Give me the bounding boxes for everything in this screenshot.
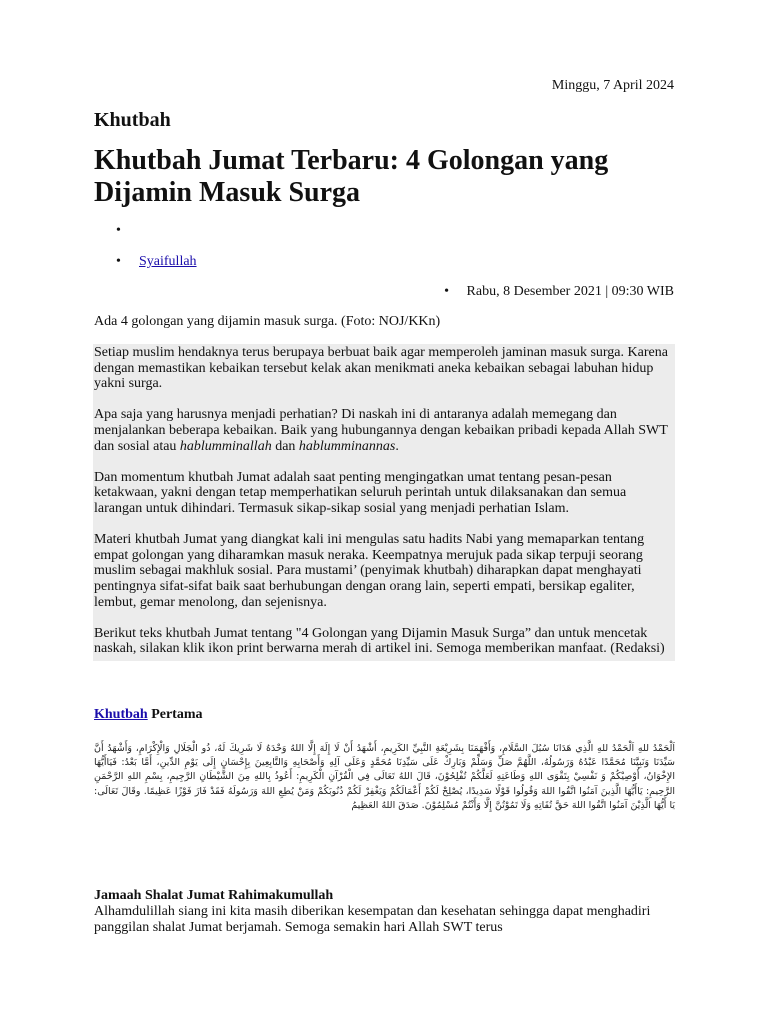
publish-datetime-text: Rabu, 8 Desember 2021 | 09:30 WIB [466,284,674,299]
article-title: Khutbah Jumat Terbaru: 4 Golongan yang Dijamin Masuk Surga [94,145,609,208]
author-list [94,254,675,270]
intro-p2-conjunction: dan [271,438,299,454]
author-link[interactable]: Syaifullah [139,254,197,269]
jamaah-paragraph: Alhamdulillah siang ini kita masih diberikan kesempatan dan kesehatan sehingga dapat menghadiri panggilan shalat Jumat berjamah. Semoga semakin hari Allah SWT terus [94,904,651,935]
jamaah-heading: Jamaah Shalat Jumat Rahimakumullah [94,888,334,903]
term-hablumminannas: hablumminannas [298,438,396,454]
khutbah-link[interactable]: Khutbah [94,707,148,722]
author-item [94,254,675,270]
intro-paragraph-2 [94,407,674,454]
intro-paragraph-3: Dan momentum khutbah Jumat adalah saat penting mengingatkan umat tentang pesan-pesan ketakwaan, yakni dengan tetap memperhatikan seluruh perintah untuk dilaksanakan dan semua larangan untuk dihindari. Termasuk sikap-sikap sosial yang menjadi perhatian Islam. [94,469,627,516]
image-caption: Ada 4 golongan yang dijamin masuk surga. (Foto: NOJ/KKn) [94,314,441,329]
intro-box [93,344,675,661]
intro-paragraph-1: Setiap muslim hendaknya terus berupaya berbuat baik agar memperoleh jaminan masuk surga. Karena dengan memastikan kebaikan tersebut kelak akan menikmati aneka kebaikan sebagai labuhan hidup yakni surga. [94,345,668,392]
term-hablumminallah: hablumminallah [179,438,272,454]
article-category: Khutbah [94,109,171,131]
intro-paragraph-4: Materi khutbah Jumat yang diangkat kali ini mengulas satu hadits Nabi yang memaparkan tentang empat golongan yang diharamkan masuk neraka. Keempatnya merujuk pada sikap terpuji seorang muslim sebagai makhluk sosial. Para mustami’ (penyimak khutbah) diharapkan dapat menghayati pentingnya sifat-sifat baik saat berhubungan dengan orang lain, seperti empati, bersikap egaliter, lembut, gemar menolong, dan sejenisnya. [94,532,645,610]
section-heading-rest: Pertama [147,707,203,722]
current-date: Minggu, 7 April 2024 [551,78,674,93]
section-heading [94,707,203,723]
empty-bullet-item [94,223,675,239]
arabic-opening-text: اَلْحَمْدُ للهِ اَلْحَمْدُ للهِ الَّذِي هَدَانَا سُبُلَ السَّلَامِ، وَأَفْهَمَنَا بِشَرِيْعَةِ النَّبِيِّ الكَرِيمِ، أَشْهَدُ أَنْ لَا إِلَهَ إِلَّا اللهُ وَحْدَهُ لَا شَرِيكَ لَهُ، ذُو الْجَلَالِ وَالْإِكْرَامِ، وَأَشْهَدُ أَنَّ سَيِّدَنَا وَنَبِيَّنَا مُحَمَّدًا عَبْدُهُ وَرَسُولُهُ، اللَّهُمَّ صَلِّ وَسَلِّمْ وَبَارِكْ عَلَى سَيِّدِنَا مُحَمَّدٍ وَعَلَى آلِهِ وَأَصْحَابِهِ وَالتَّابِعِينَ بِإِحْسَانٍ إِلَى يَوْمِ الدِّينِ، أَمَّا بَعْدُ: فَيَاأَيُّهَا الإِخْوَانُ، أُوْصِيْكُمْ وَ نَفْسِيْ بِتَقْوَى اللهِ وَطَاعَتِهِ لَعَلَّكُمْ تُفْلِحُوْنَ، قَالَ اللهُ تَعَالَى فِي الْقُرْآنِ الْكَرِيمِ: أَعُوذُ بِاللهِ مِنَ الشَّيْطَانِ الرَّجِيمِ، بِسْمِ اللهِ الرَّحْمَنِ الرَّحِيمِ: يَاأَيُّهَا الَّذِينَ آمَنُوا اتَّقُوا اللهَ وَقُولُوا قَوْلًا سَدِيدًا، يُصْلِحْ لَكُمْ أَعْمَالَكُمْ وَيَغْفِرْ لَكُمْ ذُنُوبَكُمْ وَمَنْ يُطِعِ اللهَ وَرَسُولَهُ فَقَدْ فَازَ فَوْزًا عَظِيمًا. وقَالَ تَعَالَى: يَا أَيُّهَا الَّذِيْنَ آمَنُوا اتَّقُوا اللهَ حَقَّ تُقَاتِهِ وَلَا تَمُوْتُنَّ إِلَّا وَأَنْتُمْ مُسْلِمُوْنَ. صَدَقَ اللهُ العَظِيمُ [94,743,675,811]
publish-datetime [444,284,674,300]
intro-paragraph-5: Berikut teks khutbah Jumat tentang "4 Golongan yang Dijamin Masuk Surga” dan untuk mencetak naskah, silakan klik ikon print berwarna merah di artikel ini. Semoga memberikan manfaat. (Redaksi) [94,625,665,657]
intro-p2-end: . [395,438,399,454]
intro-p2-text: Apa saja yang harusnya menjadi perhatian? Di naskah ini di antaranya adalah memegang dan menjalankan beberapa kebaikan. Baik yang hubungannya dengan kebaikan pribadi kepada Allah SWT dan sosial atau [94,407,668,454]
empty-bullet-list [94,223,675,239]
